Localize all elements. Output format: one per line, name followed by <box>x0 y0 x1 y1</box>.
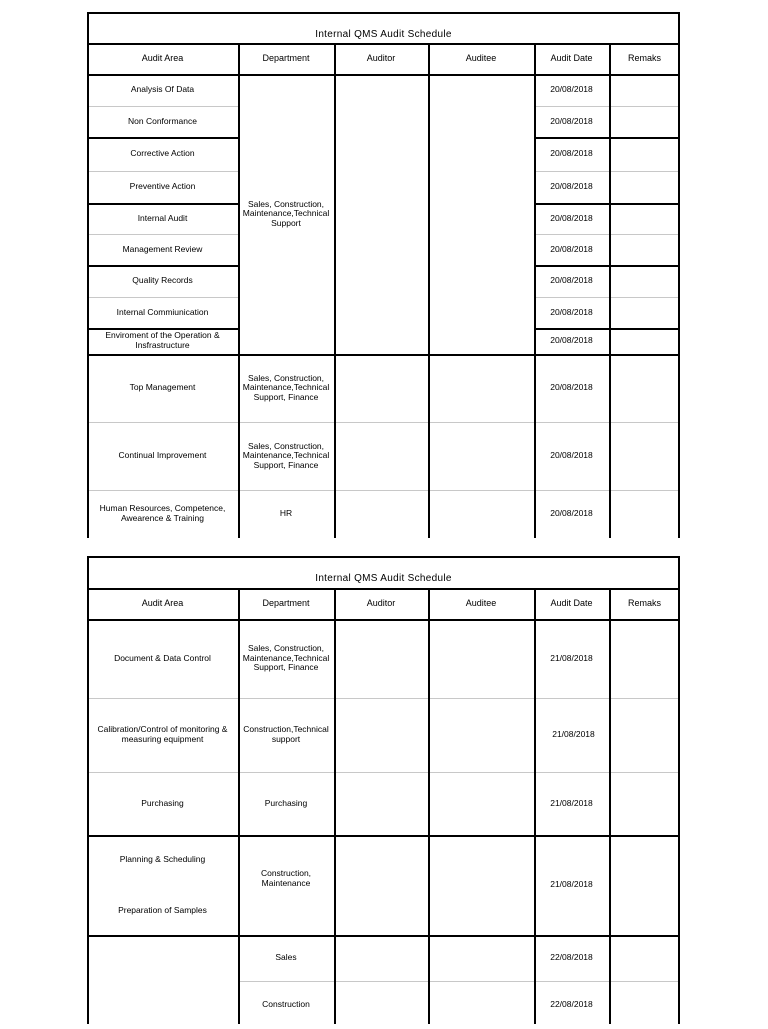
header-department: Department <box>262 52 310 63</box>
audit-area-cell: Document & Data Control <box>114 652 211 663</box>
audit-area-cell: Preventive Action <box>129 181 196 192</box>
audit-date-cell: 21/08/2018 <box>550 797 593 808</box>
audit-area-cell: Internal Audit <box>137 212 188 223</box>
table-border-top <box>87 12 680 14</box>
audit-area-cell: Quality Records <box>132 275 193 286</box>
header-remarks: Remaks <box>627 597 661 608</box>
audit-date-cell: 20/08/2018 <box>550 450 593 461</box>
audit-date-cell: 20/08/2018 <box>550 115 593 126</box>
audit-area-cell: Planning & Scheduling <box>119 854 206 865</box>
audit-date-cell: 20/08/2018 <box>550 275 593 286</box>
header-audit-date: Audit Date <box>550 597 593 608</box>
audit-date-cell: 20/08/2018 <box>550 306 593 317</box>
audit-date-cell: 20/08/2018 <box>550 84 593 95</box>
audit-date-cell: 21/08/2018 <box>550 652 593 663</box>
audit-date-cell: 20/08/2018 <box>550 148 593 159</box>
audit-area-cell: Internal Commiunication <box>116 306 209 317</box>
table-border-top <box>87 556 680 558</box>
audit-date-cell: 22/08/2018 <box>550 999 593 1010</box>
department-cell: Construction <box>262 999 310 1010</box>
table-title: Internal QMS Audit Schedule <box>315 29 452 41</box>
header-department: Department <box>262 597 310 608</box>
department-cell: Sales, Construction, Maintenance,Technical Support, Finance <box>242 643 330 673</box>
audit-area-cell: Top Management <box>129 382 196 393</box>
header-audit-area: Audit Area <box>141 597 184 608</box>
audit-area-cell: Purchasing <box>141 797 184 808</box>
audit-date-cell: 22/08/2018 <box>550 952 593 963</box>
audit-date-cell: 20/08/2018 <box>550 181 593 192</box>
audit-area-cell: Management Review <box>122 243 203 254</box>
audit-area-cell: Continual Improvement <box>118 450 207 461</box>
audit-area-cell: Analysis Of Data <box>130 84 195 95</box>
department-cell: Purchasing <box>264 797 308 808</box>
header-auditee: Auditee <box>465 52 497 63</box>
audit-area-cell: Preparation of Samples <box>118 905 207 916</box>
audit-area-cell: Enviroment of the Operation & Insfrastructure <box>105 330 220 350</box>
header-auditor: Auditor <box>366 52 396 63</box>
department-cell: Sales, Construction, Maintenance,Technical Support <box>242 198 330 228</box>
audit-date-cell: 21/08/2018 <box>550 879 593 890</box>
department-cell: Sales, Construction, Maintenance,Technical Support, Finance <box>242 440 330 470</box>
department-cell: Sales, Construction, Maintenance,Technical Support, Finance <box>242 372 330 402</box>
audit-date-cell: 20/08/2018 <box>550 335 593 346</box>
audit-area-cell: Calibration/Control of monitoring & measuring equipment <box>97 724 228 744</box>
header-auditee: Auditee <box>465 597 497 608</box>
table-title: Internal QMS Audit Schedule <box>315 573 452 585</box>
audit-area-cell: Non Conformance <box>128 115 197 126</box>
header-remarks: Remaks <box>627 52 661 63</box>
audit-date-cell: 20/08/2018 <box>550 382 593 393</box>
audit-schedule-table-2 <box>87 556 680 1024</box>
audit-schedule-table-1 <box>87 12 680 538</box>
department-cell: Construction,Technical support <box>243 724 329 744</box>
department-cell: Construction, Maintenance <box>260 868 312 888</box>
audit-date-cell: 20/08/2018 <box>550 212 593 223</box>
audit-area-cell: Corrective Action <box>130 148 195 159</box>
header-audit-area: Audit Area <box>141 52 184 63</box>
audit-date-cell: 21/08/2018 <box>552 729 595 740</box>
header-audit-date: Audit Date <box>550 52 593 63</box>
audit-area-cell: Human Resources, Competence, Awearence & Training <box>99 503 226 523</box>
audit-date-cell: 20/08/2018 <box>550 508 593 519</box>
header-auditor: Auditor <box>366 597 396 608</box>
audit-date-cell: 20/08/2018 <box>550 243 593 254</box>
department-cell: HR <box>279 508 293 519</box>
department-cell: Sales <box>275 952 297 963</box>
